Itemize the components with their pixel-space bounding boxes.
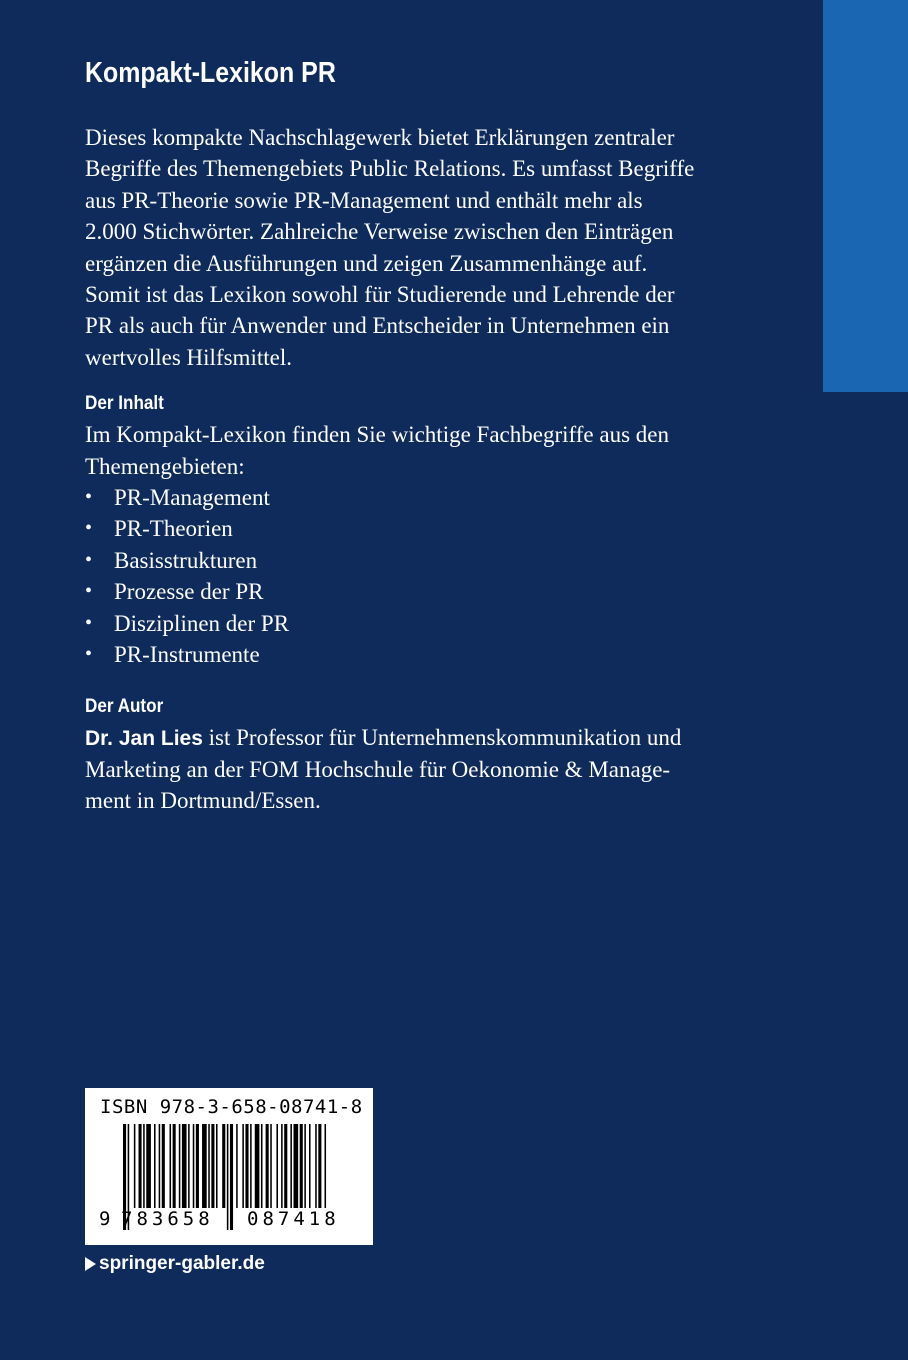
barcode-bar xyxy=(162,1124,165,1208)
author-bio xyxy=(85,722,745,817)
barcode-bar xyxy=(276,1124,278,1208)
barcode-bar xyxy=(300,1124,303,1208)
barcode-bar xyxy=(294,1124,299,1208)
list-item: • Basisstrukturen xyxy=(85,545,745,576)
section-heading-autor: Der Autor xyxy=(85,695,164,717)
barcode-bar xyxy=(318,1124,321,1208)
barcode-bar xyxy=(146,1124,151,1208)
inhalt-lead-line: Im Kompakt-Lexikon finden Sie wichtige Fachbegriffe aus den xyxy=(85,422,669,448)
barcode-bar xyxy=(270,1124,272,1208)
barcode-bar xyxy=(250,1124,252,1208)
list-item: • Disziplinen der PR xyxy=(85,608,745,639)
barcode-bar xyxy=(290,1124,292,1208)
barcode-bar xyxy=(154,1124,156,1208)
side-color-tab xyxy=(823,0,908,392)
barcode-bar xyxy=(281,1124,283,1208)
barcode-bar xyxy=(208,1124,210,1208)
book-title: Kompakt-Lexikon PR xyxy=(85,57,336,89)
topic-list xyxy=(85,482,745,670)
list-item: • PR-Instrumente xyxy=(85,639,745,670)
barcode-bar xyxy=(211,1124,214,1208)
list-item: • Prozesse der PR xyxy=(85,576,745,607)
barcode-bar xyxy=(170,1124,172,1208)
arrow-right-icon xyxy=(85,1257,96,1271)
barcode-bar xyxy=(173,1124,176,1208)
barcode-bar xyxy=(134,1124,136,1208)
intro-line: Begriffe des Themengebiets Public Relations. Es umfasst Begriffe xyxy=(85,156,695,182)
author-bio-line: ment in Dortmund/Essen. xyxy=(85,788,321,814)
barcode-digit-first: 9 xyxy=(99,1208,111,1230)
back-cover-content xyxy=(85,54,745,817)
barcode-bar xyxy=(266,1124,269,1208)
author-name: Dr. Jan Lies xyxy=(85,726,203,750)
barcode-bar xyxy=(202,1124,207,1208)
inhalt-lead-line: Themengebieten: xyxy=(85,453,245,479)
isbn-barcode xyxy=(85,1088,373,1245)
intro-line: PR als auch für Anwender und Entscheider in Unternehmen ein xyxy=(85,313,670,339)
barcode-bar xyxy=(255,1124,260,1208)
barcode-bar xyxy=(193,1124,195,1208)
barcode-bar xyxy=(179,1124,181,1208)
barcode-bar xyxy=(188,1124,190,1208)
publisher-website[interactable] xyxy=(85,1253,265,1275)
barcode-bar xyxy=(236,1124,238,1208)
isbn-label: ISBN 978-3-658-08741-8 xyxy=(100,1096,363,1118)
intro-line: ergänzen die Ausführungen und zeigen Zusammenhänge auf. xyxy=(85,250,648,276)
barcode-bar xyxy=(159,1124,161,1208)
intro-line: aus PR-Theorie sowie PR-Management und enthält mehr als xyxy=(85,187,643,213)
barcode-bar xyxy=(182,1124,187,1208)
author-bio-line: Marketing an der FOM Hochschule für Oekonomie & Manage- xyxy=(85,756,671,782)
barcode-bar xyxy=(222,1124,225,1208)
barcode-bar xyxy=(261,1124,263,1208)
barcode-digit-group: 087418 xyxy=(247,1208,340,1230)
intro-paragraph xyxy=(85,122,745,373)
barcode-bar xyxy=(196,1124,199,1208)
intro-line: Somit ist das Lexikon sowohl für Studierende und Lehrende der xyxy=(85,282,675,308)
website-label: springer-gabler.de xyxy=(99,1253,265,1274)
intro-line: wertvolles Hilfsmittel. xyxy=(85,344,292,370)
barcode-bar xyxy=(315,1124,317,1208)
barcode-bar xyxy=(216,1124,218,1208)
barcode-digits xyxy=(99,1208,340,1230)
list-item: • PR-Theorien xyxy=(85,513,745,544)
inhalt-lead xyxy=(85,419,745,482)
barcode-bar xyxy=(242,1124,244,1208)
barcode-bar xyxy=(325,1124,327,1208)
barcode-bar xyxy=(245,1124,248,1208)
barcode-bar xyxy=(284,1124,287,1208)
intro-line: 2.000 Stichwörter. Zahlreiche Verweise zwischen den Einträgen xyxy=(85,219,674,245)
section-heading-inhalt: Der Inhalt xyxy=(85,393,164,415)
intro-line: Dieses kompakte Nachschlagewerk bietet Erklärungen zentraler xyxy=(85,125,675,150)
list-item: • PR-Management xyxy=(85,482,745,513)
barcode-bar xyxy=(309,1124,311,1208)
barcode-bar xyxy=(304,1124,306,1208)
barcode-bar xyxy=(139,1124,142,1208)
author-bio-line xyxy=(85,722,745,754)
barcode-digit-group: 783658 xyxy=(121,1208,214,1230)
barcode-bar xyxy=(143,1124,145,1208)
author-bio-text: ist Professor für Unternehmenskommunikation und xyxy=(202,724,682,750)
